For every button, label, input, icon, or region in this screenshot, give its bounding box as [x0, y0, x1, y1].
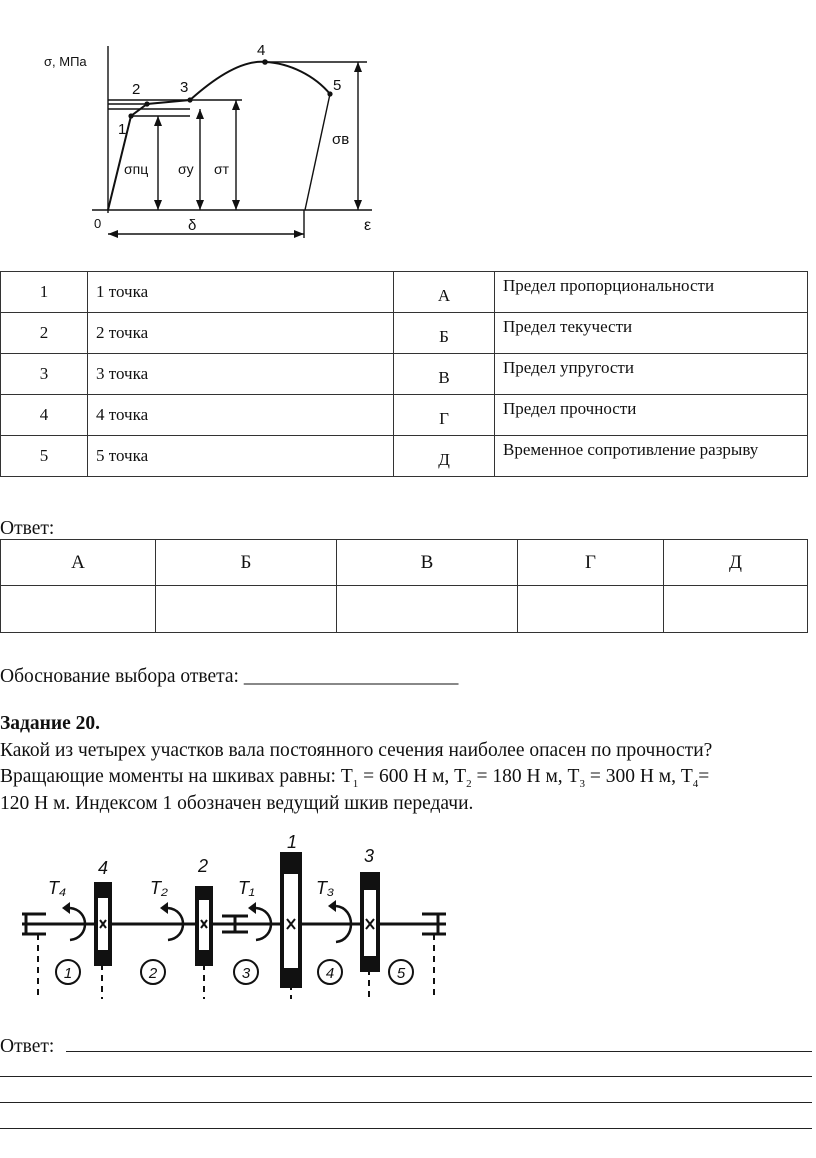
point-label-5: 5 [333, 77, 342, 94]
table-row [1, 354, 808, 395]
answer-cell-d[interactable] [664, 586, 808, 633]
sigma-t-label: σт [214, 161, 230, 177]
row-number: 1 [1, 272, 88, 313]
task-question-line1: Какой из четырех участков вала постоянного сечения наиболее опасен по прочности? [0, 740, 713, 761]
stress-strain-diagram [30, 38, 410, 243]
point-cell: 5 точка [88, 436, 394, 477]
point-label-1: 1 [118, 121, 127, 138]
point-cell: 2 точка [88, 313, 394, 354]
answer-header-a: А [1, 540, 156, 586]
answer-input-row [1, 586, 808, 633]
pulley-label-1: 1 [287, 834, 298, 852]
torque-label-t1: T₁ [238, 878, 255, 898]
definition-cell: Предел текучести [495, 313, 808, 354]
row-number: 2 [1, 313, 88, 354]
shaft-diagram [18, 834, 450, 1004]
answer-header-d: Д [664, 540, 808, 586]
delta-label: δ [188, 217, 197, 234]
answer-table [0, 539, 808, 633]
answer-cell-v[interactable] [337, 586, 518, 633]
torque-label-t2: T₂ [150, 878, 168, 898]
sigma-pc-label: σпц [124, 161, 149, 177]
point-label-4: 4 [257, 42, 266, 59]
sigma-b-label: σв [332, 131, 350, 148]
letter-cell: Д [394, 436, 495, 477]
row-number: 3 [1, 354, 88, 395]
answer-line-2[interactable] [0, 1076, 812, 1077]
section-label-3: 3 [241, 965, 251, 982]
task-title: Задание 20. [0, 713, 101, 734]
answer2-label: Ответ: [0, 1036, 55, 1057]
torque-label-t3: T₃ [316, 878, 335, 898]
point-cell: 3 точка [88, 354, 394, 395]
pulley-label-3: 3 [364, 846, 375, 866]
table-row [1, 313, 808, 354]
section-label-1: 1 [63, 965, 73, 982]
answer-cell-g[interactable] [518, 586, 664, 633]
definition-cell: Предел прочности [495, 395, 808, 436]
answer-line-3[interactable] [0, 1102, 812, 1103]
row-number: 5 [1, 436, 88, 477]
answer-cell-a[interactable] [1, 586, 156, 633]
answer-header-b: Б [156, 540, 337, 586]
letter-cell: В [394, 354, 495, 395]
section-label-2: 2 [148, 965, 158, 982]
answer-line-1[interactable] [66, 1051, 812, 1052]
section-label-4: 4 [325, 965, 335, 982]
matching-table [0, 271, 808, 477]
origin-label: 0 [94, 216, 102, 231]
table-row [1, 395, 808, 436]
sigma-y-label: σу [178, 161, 194, 177]
answer-cell-b[interactable] [156, 586, 337, 633]
table-row [1, 272, 808, 313]
x-axis-label: ε [364, 217, 372, 234]
definition-cell: Предел пропорциональности [495, 272, 808, 313]
task-question-line2: Вращающие моменты на шкивах равны: $Т_1 = 600$ Н м, $Т_2 = 180$ Н м, $Т_3 = 300$ Н м, $Т_4=$ [0, 766, 710, 790]
justification-label: Обоснование выбора ответа: ______________________ [0, 666, 459, 687]
pulley-label-4: 4 [98, 858, 109, 878]
letter-cell: Б [394, 313, 495, 354]
table-row [1, 436, 808, 477]
y-axis-label: σ, МПа [44, 54, 87, 69]
task-question-line3: 120 Н м. Индексом 1 обозначен ведущий шкив передачи. [0, 793, 474, 814]
answer-line-4[interactable] [0, 1128, 812, 1129]
point-cell: 1 точка [88, 272, 394, 313]
point-label-2: 2 [132, 81, 141, 98]
row-number: 4 [1, 395, 88, 436]
letter-cell: Г [394, 395, 495, 436]
point-label-3: 3 [180, 79, 189, 96]
definition-cell: Временное сопротивление разрыву [495, 436, 808, 477]
pulley-label-2: 2 [198, 856, 209, 876]
answer-header-g: Г [518, 540, 664, 586]
definition-cell: Предел упругости [495, 354, 808, 395]
point-cell: 4 точка [88, 395, 394, 436]
section-label-5: 5 [396, 965, 406, 982]
letter-cell: А [394, 272, 495, 313]
answer-label: Ответ: [0, 518, 55, 539]
answer-header-row [1, 540, 808, 586]
answer-header-v: В [337, 540, 518, 586]
torque-label-t4: T₄ [48, 878, 67, 898]
